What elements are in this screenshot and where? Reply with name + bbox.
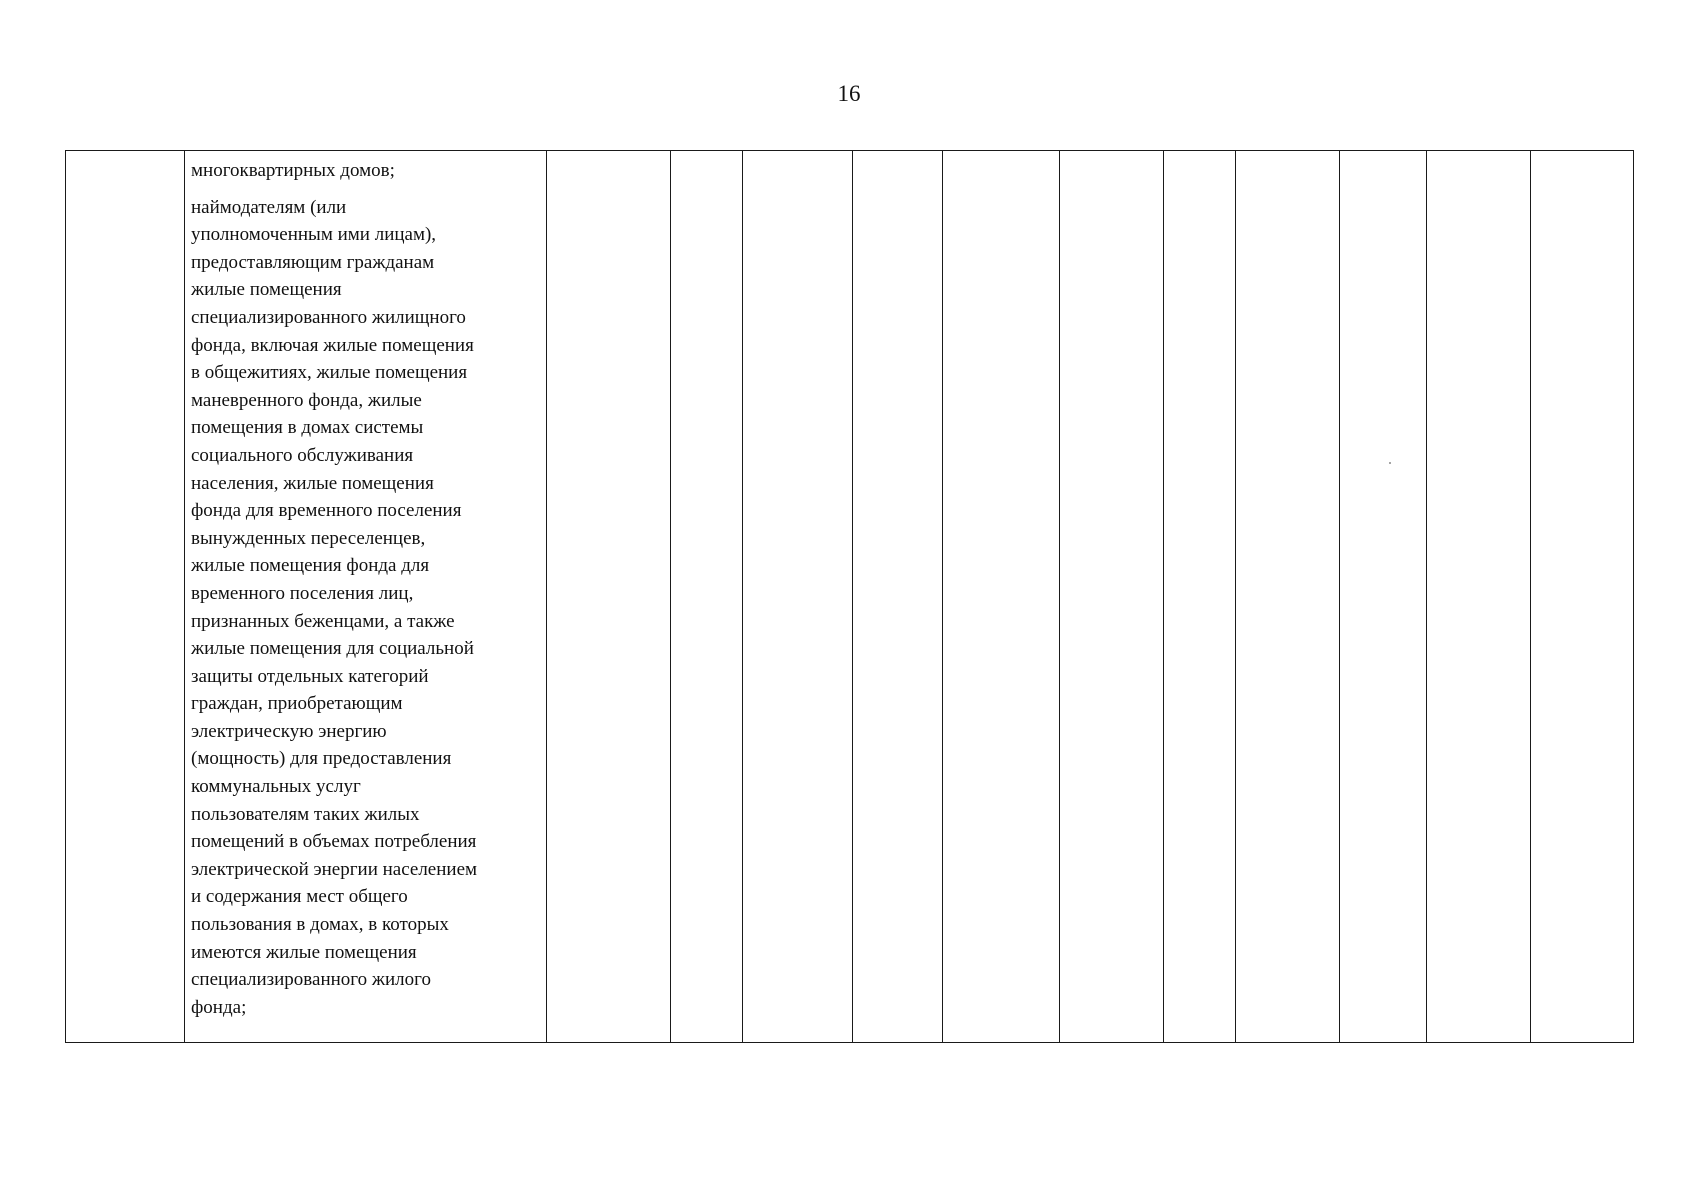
table-cell-empty [853, 151, 943, 1043]
cell-line: пользования в домах, в которых [191, 914, 449, 936]
cell-line: коммунальных услуг [191, 776, 361, 798]
cell-line: жилые помещения фонда для [191, 555, 430, 577]
cell-line: социального обслуживания [191, 444, 414, 466]
cell-line: признанных беженцами, а также [191, 610, 455, 632]
table-cell-empty [943, 151, 1060, 1043]
table-cell-empty [743, 151, 853, 1043]
cell-line: населения, жилые помещения [191, 472, 434, 494]
cell-line: специализированного жилого [191, 969, 431, 991]
table-cell-empty [1236, 151, 1340, 1043]
cell-line: наймодателям (или [191, 196, 347, 218]
cell-line: граждан, приобретающим [191, 693, 403, 715]
cell-line: электрической энергии населением [191, 858, 478, 880]
table-row [66, 151, 1634, 1043]
data-table [65, 150, 1634, 1043]
cell-line: фонда, включая жилые помещения [191, 334, 474, 356]
cell-line: уполномоченным ими лицам), [191, 224, 437, 246]
cell-line: маневренного фонда, жилые [191, 389, 422, 411]
cell-line: жилые помещения для социальной [191, 638, 474, 660]
cell-line: (мощность) для предоставления [191, 748, 452, 770]
cell-line: временного поселения лиц, [191, 582, 414, 604]
cell-line: и содержания мест общего [191, 886, 408, 908]
table-cell-empty [671, 151, 743, 1043]
cell-line: специализированного жилищного [191, 306, 466, 328]
cell-line: вынужденных переселенцев, [191, 527, 426, 549]
cell-line: электрическую энергию [191, 720, 387, 742]
table-cell-empty [1164, 151, 1236, 1043]
cell-line: помещений в объемах потребления [191, 831, 477, 853]
table-cell-empty [1531, 151, 1634, 1043]
table-cell-empty [1060, 151, 1164, 1043]
cell-line: пользователям таких жилых [191, 803, 420, 825]
table-cell-empty [547, 151, 671, 1043]
table-cell-description [185, 151, 547, 1043]
cell-paragraph [191, 194, 540, 1022]
cell-first-line: многоквартирных домов; [191, 160, 395, 181]
table-cell-number [66, 151, 185, 1043]
cell-line: защиты отдельных категорий [191, 665, 429, 687]
cell-line: фонда для временного поселения [191, 500, 462, 522]
cell-line: жилые помещения [191, 279, 342, 301]
cell-line: в общежитиях, жилые помещения [191, 362, 468, 384]
table-cell-empty [1427, 151, 1531, 1043]
cell-line: фонда; [191, 996, 247, 1018]
cell-line: предоставляющим гражданам [191, 251, 435, 273]
cell-line: помещения в домах системы [191, 417, 424, 439]
cell-line: имеются жилые помещения [191, 941, 417, 963]
page-number: 16 [837, 81, 861, 106]
scan-speck [1389, 462, 1391, 464]
table-cell-empty [1340, 151, 1427, 1043]
